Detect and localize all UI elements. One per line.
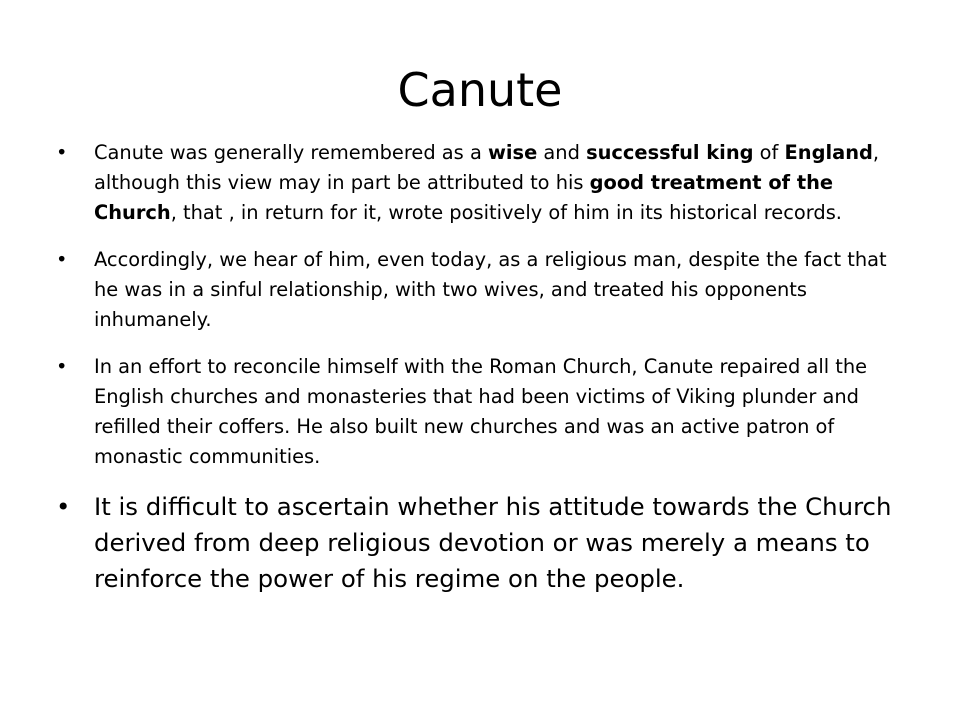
text-segment: Accordingly, we hear of him, even today, as a religious man, despite the fact that he was in a sinful relationship, with two wives, and treated his opponents inhumanely. bbox=[94, 248, 887, 331]
text-segment: and bbox=[537, 141, 587, 164]
bullet-item bbox=[56, 489, 916, 597]
bullet-list bbox=[56, 138, 916, 614]
bullet-text bbox=[94, 248, 887, 331]
bullet-text bbox=[94, 355, 867, 468]
text-segment: of bbox=[753, 141, 785, 164]
text-segment: , that , in return for it, wrote positively of him in its historical records. bbox=[170, 201, 842, 224]
bullet-icon: • bbox=[56, 355, 68, 378]
emphasis-text: England bbox=[784, 141, 873, 164]
emphasis-text: successful king bbox=[586, 141, 754, 164]
emphasis-text: wise bbox=[488, 141, 538, 164]
text-segment: Canute was generally remembered as a bbox=[94, 141, 488, 164]
bullet-text bbox=[94, 141, 879, 224]
text-segment: , although this view may in part be attributed to his bbox=[94, 141, 880, 194]
emphasis-text: good treatment of the Church bbox=[94, 171, 834, 224]
bullet-text bbox=[94, 492, 891, 593]
bullet-item bbox=[56, 245, 916, 335]
bullet-icon: • bbox=[56, 141, 68, 164]
text-segment: It is difficult to ascertain whether his attitude towards the Church derived from deep religious devotion or was merely a means to reinforce the power of his regime on the people. bbox=[94, 492, 892, 593]
bullet-icon: • bbox=[56, 248, 68, 271]
text-segment: In an effort to reconcile himself with the Roman Church, Canute repaired all the English churches and monasteries that had been victims of Viking plunder and refilled their coffers. He also built new churches and was an active patron of monastic communities. bbox=[94, 355, 868, 468]
bullet-item bbox=[56, 352, 916, 472]
bullet-item bbox=[56, 138, 916, 228]
slide-title: Canute bbox=[397, 63, 563, 117]
bullet-icon: • bbox=[56, 492, 71, 521]
